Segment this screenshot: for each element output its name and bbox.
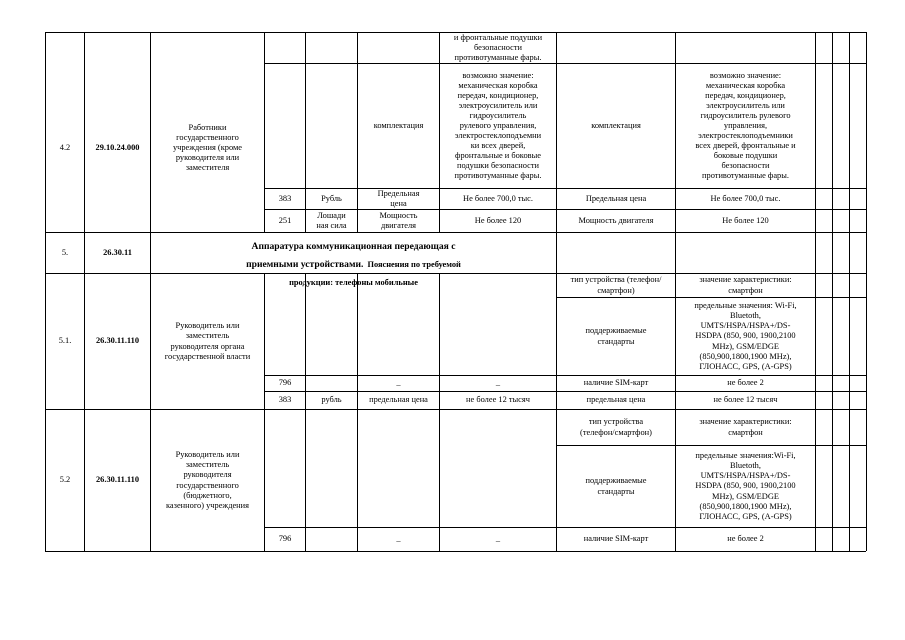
okpd-code: 26.30.11.110 <box>95 336 140 346</box>
rule <box>439 273 440 551</box>
unit-code: 383 <box>278 395 292 405</box>
characteristic-value-2: Не более 700,0 тыс. <box>710 193 781 203</box>
characteristic-name-2: тип устройства (телефон/ смартфон) <box>570 275 662 295</box>
characteristic-value-2: не более 2 <box>727 534 764 544</box>
rule <box>305 273 306 551</box>
unit-name: Рубль <box>321 193 342 203</box>
characteristic-value: Не более 120 <box>474 215 522 225</box>
section-note: Пояснения по требуемой продукции: телефоны мобильные <box>289 260 461 287</box>
characteristic-value-2: Не более 120 <box>722 215 769 225</box>
unit-name: Лошади ная сила <box>316 210 347 230</box>
characteristic-name-2: комплектация <box>591 120 641 130</box>
unit-code: 251 <box>278 215 292 225</box>
characteristic-name-2: наличие SIM-карт <box>583 378 649 388</box>
unit-code: 796 <box>278 534 292 544</box>
row-number: 5.2 <box>59 475 71 485</box>
characteristic-name: _ <box>396 378 401 388</box>
unit-name: рубль <box>321 395 342 405</box>
characteristic-name-2: поддерживаемые стандарты <box>585 326 647 346</box>
characteristic-value: _ <box>495 534 501 544</box>
rule <box>264 273 265 551</box>
row-number: 5.1. <box>58 336 72 346</box>
rule <box>357 273 358 551</box>
characteristic-name-2: Предельная цена <box>585 193 647 203</box>
characteristic-name-2: предельная цена <box>586 395 646 405</box>
characteristic-name: комплектация <box>373 120 424 130</box>
characteristic-name-2: наличие SIM-карт <box>583 534 649 544</box>
characteristic-name: _ <box>396 534 401 544</box>
employee-category: Работники государственного учреждения (кроме руководителя или заместителя <box>172 122 243 173</box>
characteristic-name-2: тип устройства (телефон/смартфон) <box>580 417 652 437</box>
rule <box>832 32 833 551</box>
section-title: Аппаратура коммуникационная передающая с приемными устройствами. <box>246 241 456 270</box>
unit-name <box>306 528 357 551</box>
employee-category: Руководитель или заместитель руководителя государственного (бюджетного, казенного) учреждения <box>165 450 250 510</box>
characteristic-value: _ <box>495 378 501 388</box>
unit-code: 383 <box>278 193 292 203</box>
row-number: 5. <box>61 247 69 257</box>
characteristic-value: не более 12 тысяч <box>466 395 530 405</box>
rule <box>866 32 867 551</box>
characteristic-name: Мощность двигателя <box>379 210 418 230</box>
row-number: 4.2 <box>59 142 71 152</box>
characteristic-value-2: не более 12 тысяч <box>713 395 778 405</box>
characteristic-value-2: значение характеристики: смартфон <box>699 275 792 295</box>
section-heading <box>151 236 556 287</box>
characteristic-name-2: Мощность двигателя <box>578 215 654 225</box>
rule <box>45 232 866 233</box>
rule <box>849 32 850 551</box>
okpd-code: 29.10.24.000 <box>95 142 140 152</box>
characteristic-value: возможно значение: механическая коробка передач, кондиционер, электроусилитель или гидроусилитель рулевого управления, электростеклоподъемни ки всех дверей, фронтальные и боковые подушки безопасности противотуманные фары. <box>454 70 542 181</box>
rule <box>815 32 816 551</box>
rule <box>264 551 866 552</box>
equipment-continuation: и фронтальные подушки безопасности противотуманные фары. <box>453 33 543 63</box>
characteristic-name: предельная цена <box>369 395 428 405</box>
characteristic-value-2: возможно значение: механическая коробка передач, кондиционер, электроусилитель или гидроусилитель рулевого управления, электростеклоподъемники всех дверей, фронтальные и боковые подушки безопасности противотуманные фары. <box>695 70 796 181</box>
characteristic-name: Предельная цена <box>377 189 420 208</box>
unit-code: 796 <box>278 378 292 388</box>
rule <box>45 551 264 552</box>
okpd-code: 26.30.11.110 <box>95 475 140 485</box>
characteristic-name-2: поддерживаемые стандарты <box>585 476 647 496</box>
characteristic-value: Не более 700,0 тыс. <box>463 193 533 203</box>
unit-name <box>306 376 357 391</box>
characteristic-value-2: предельные значения:Wi-Fi, Bluetoth, UMTS/HSPA/HSPA+/DS- HSDPA (850, 900, 1900,2100 MHz), GSM/EDGE (850,900,1800,1900 MHz), ГЛОНАСС, GPS, (A-GPS) <box>695 451 796 521</box>
characteristic-value-2: не более 2 <box>727 378 764 388</box>
okpd-code: 26.30.11 <box>103 247 132 257</box>
characteristic-value-2: предельные значения: Wi-Fi, Bluetoth, UMTS/HSPA/HSPA+/DS- HSDPA (850, 900, 1900,2100 MHz), GSM/EDGE (850,900,1800,1900 MHz), ГЛОНАСС, GPS, (A-GPS) <box>694 301 797 371</box>
characteristic-value-2: значение характеристики: смартфон <box>699 417 792 437</box>
employee-category: Руководитель или заместитель руководителя органа государственной власти <box>164 321 251 361</box>
